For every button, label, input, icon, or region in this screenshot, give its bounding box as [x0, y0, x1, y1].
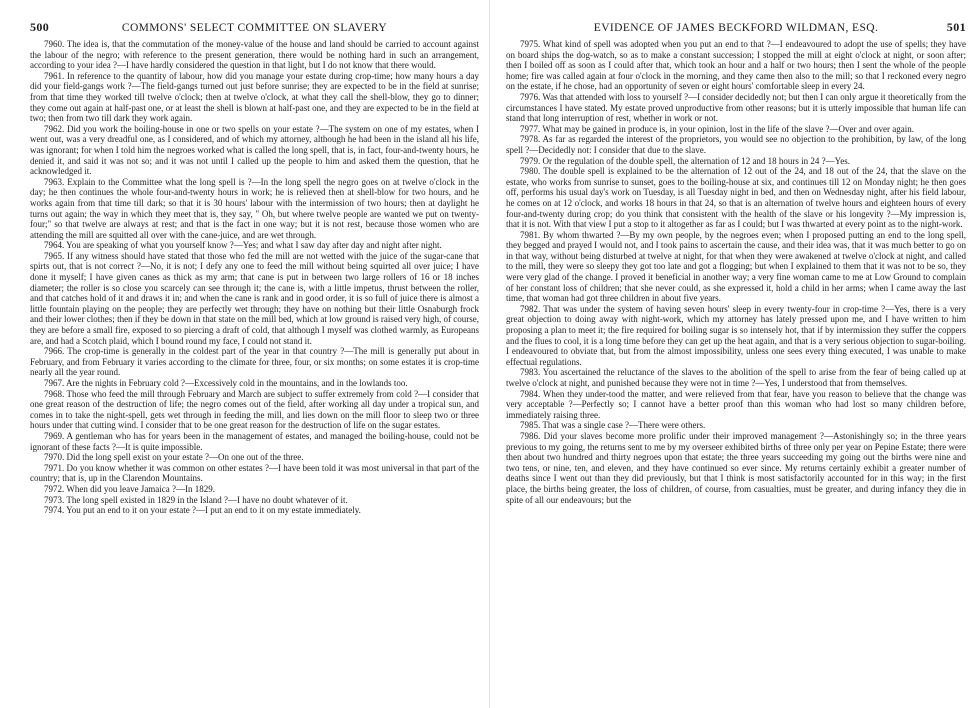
- testimony-entry: 7968. Those who feed the mill through February and March are subject to suffer extremely from cold ?—I consider that one great reason of the destruction of life; the negro comes out of the field, after working all day under a tropical sun, and comes in to take the night-spell, gets wet through in feeding the mill, and lies down on the mill floor to sleep two or three hours under that cutting wind. I consider that to be one great reason for the destruction of life on the sugar estates.: [30, 388, 479, 431]
- testimony-entry: 7985. That was a single case ?—There were others.: [520, 420, 706, 431]
- left-page-entries: [30, 39, 479, 516]
- testimony-entry: 7977. What may be gained in produce is, in your opinion, lost in the life of the slave ?—Over and over again.: [520, 123, 914, 134]
- left-page-header: [30, 20, 479, 35]
- testimony-entry: 7964. You are speaking of what you yourself know ?—Yes; and what I saw day after day and night after night.: [44, 240, 442, 251]
- testimony-entry: 7969. A gentleman who has for years been in the management of estates, and managed the boiling-house, could not be ignorant of these facts ?—It is quite impossible.: [30, 430, 479, 452]
- testimony-entry: 7965. If any witness should have stated that those who fed the mill are not wetted with the juice of the sugar-cane that spirts out, that is not correct ?—No, it is not; I defy any one to feed the mill without being squirted all over juice; I have done it myself; I have given canes as thick as my arm; that cane is put in between two large rollers of 16 or 18 inches diameter; the roller is so close you scarcely can see through it; the cane is, with a little impetus, thrust between the roller, and that catches hold of it and draws it in; and when the cane is rank and in good order, it is so full of juice there is almost a little fountain playing on the people; they are perfectly wet through; they have on nothing but their little Osnaburgh frock and their lower clothes; then if they be down in that state on the mill bed, which at low ground is raised very high, of course, they are before a small fire, exposed to so piercing a draft of cold, that although I myself was clothed warmly, as Europeans are, and had a Scotch plaid, which I bound round my face, I could not stand it.: [30, 250, 479, 346]
- testimony-entry: 7966. The crop-time is generally in the coldest part of the year in that country ?—The mill is generally put about in February, and from February it varies according to the climate for three, four, or six months; on some estates it is crop-time nearly all the year round.: [30, 346, 479, 378]
- right-page: [490, 0, 980, 708]
- right-page-entries: [506, 39, 966, 505]
- testimony-entry: 7975. What kind of spell was adopted when you put an end to that ?—I endeavoured to adopt the use of spells; they have on board ships the dog-watch, so as to make a constant succession; I stopped the mill at eight o'clock at night, or soon after; then I boiled off as soon as I could after that, which took an hour and a half or two hours; then I sent the whole of the people home; fire was called again at four o'clock in the morning, and they came then also to the mill; so that I reckoned every negro on the estate, if he chose, had an opportunity of seven or eight hours' comfortable sleep in every 24.: [506, 39, 966, 92]
- testimony-entry: 7960. The idea is, that the commutation of the money-value of the house and land should be carried to account against the labour of the negro; with reference to the present generation, there would be nothing hard in such an arrangement, according to your idea ?—I have hardly considered the question in that light, but I do not know that there would.: [30, 39, 479, 71]
- testimony-entry: 7973. The long spell existed in 1829 in the Island ?—I have no doubt whatever of it.: [44, 494, 348, 505]
- testimony-entry: 7961. In reference to the quantity of labour, how did you manage your estate during crop-time; how many hours a day did your field-gangs work ?—The field-gangs turned out just before sunrise; they are expected to be in the field at sunrise; from that time they worked till twelve o'clock; then at twelve o'clock, at what they call the shell-blow, they go to dinner; they come out again at half-past one, or at least the shell is blown at half-past one, and they are expected to be in the field at two; then from two till dark they work again.: [30, 70, 479, 124]
- testimony-entry: 7981. By whom thwarted ?—By my own people, by the negroes even; when I proposed putting an end to the long spell, they begged and prayed I would not, and I took pains to ascertain the cause, and their idea was, that it was much better to go on in that way, without being disturbed at twelve at night, for that when they were awakened at twelve o'clock at night, and called to the mill, they were so sleepy they got too late and got a flogging; but when I explained to them that it was not to be so, they were very glad of the change. I proved it beneficial in another way; a very fine woman came to me at Low Ground to complain of her constant loss of children; that she never could, as she expressed it, hold a child in her arms; when I came away the last time, that woman had got three children in about five years.: [506, 229, 966, 304]
- left-running-head: COMMONS' SELECT COMMITTEE ON SLAVERY: [121, 22, 388, 34]
- testimony-entry: 7979. Or the regulation of the double spell, the alternation of 12 and 18 hours in 24 ?—Yes.: [520, 155, 851, 166]
- testimony-entry: 7972. When did you leave Jamaica ?—In 1829.: [44, 483, 216, 494]
- testimony-entry: 7986. Did your slaves become more prolific under their improved management ?—Astonishingly so; in the three years previous to my going, the returns sent to me by my overseer exhibited births of three only per year on Pepine Estate; there were then about two hundred and thirty negroes upon that estate; the three years succeeding my going out the births were nine and two tens, or nine, ten, and eleven, and they have continued so ever since. My returns certainly exhibit a greater number of deaths since I went out than they did previously, but that I think is most satisfactorily accounted for in this way; in the first place, the births being greater, the loss of children, of course, from casualties, must be greater, and during infancy they die in spite of all our endeavours; but the: [506, 430, 966, 505]
- right-page-header: [506, 20, 966, 35]
- testimony-entry: 7980. The double spell is explained to be the alternation of 12 out of the 24, and 18 out of the 24, that the slave on the estate, who works from sunrise to sunset, goes to the boiling-house at six, and continues till 12 on Monday night; he then goes off, performs his usual day's work on Tuesday, is all Tuesday night in bed, and then on Wednesday night, after his field labour, he comes on at 12 o'clock, and works 18 hours in that 24, so that is an alternation of twelve hours and eighteen hours of every four-and-twenty during crop; do you think that consistent with the health of the slave or his longevity ?—My impression is, that it is not. With that view I put a stop to it altogether as far as I could; but I was thwarted at every point as to the night-work.: [506, 166, 966, 230]
- testimony-entry: 7984. When they under-tood the matter, and were relieved from that fear, have you reason to believe that the change was very acceptable ?—Perfectly so; I cannot have a better proof than this woman who had lost so many children before, immediately raising three.: [506, 388, 966, 420]
- testimony-entry: 7967. Are the nights in February cold ?—Excessively cold in the mountains, and in the lowlands too.: [44, 378, 408, 388]
- testimony-entry: 7982. That was under the system of having seven hours' sleep in every twenty-four in crop-time ?—Yes, there is a very great objection to doing away with night-work, which my attorney has lately pressed upon me, and I have written to him proposing a plan to meet it; the fire required for boiling sugar is so intensely hot, that if by intermission they suffer the coppers and the flues to cool, it is a long time before they can get up the heat again, and that is a very serious objection to sugar-boiling. I endeavoured to obviate that, but from the almost impossibility, unless one sees every thing executed, I was unable to make effectual regulations.: [506, 303, 966, 367]
- testimony-entry: 7963. Explain to the Committee what the long spell is ?—In the long spell the negro goes on at twelve o'clock in the day; he then continues the whole four-and-twenty hours in work; he is relieved then at shell-blow for two hours, and he works again from that time till dark; so that it is 30 hours' labour with the intermission of two hours; then at daylight he turns out again; the way in which they meet that is, they say, " Oh, but where twelve people are wanted we put on twenty-four;" so that twelve are always at rest; and that is the fact in one way; but it is not rest, because those women who are attending the mill are squitted all over with the cane-juice, and are wet through.: [30, 176, 479, 240]
- testimony-entry: 7971. Do you know whether it was common on other estates ?—I have been told it was most universal in that part of the country; that is, up in the Clarendon Mountains.: [30, 462, 479, 484]
- testimony-entry: 7974. You put an end to it on your estate ?—I put an end to it on my estate immediately.: [44, 505, 361, 516]
- left-page-number: 500: [30, 20, 50, 34]
- testimony-entry: 7962. Did you work the boiling-house in one or two spells on your estate ?—The system on one of my estates, when I went out, was a very dreadful one, as I considered, and of which my attorney, although he had been in the island all his life, was ignorant; for when I told him the negroes worked what is called the long spell, that is, in fact, four-and-twenty hours, he denied it, and said it was not so; and it was not until I called up the people to him and asked them the question, that he acknowledged it.: [30, 123, 479, 177]
- testimony-entry: 7976. Was that attended with loss to yourself ?—I consider decidedly not; but then I can only argue it theoretically from the circumstances I have stated. My estate proved unproductive from other reasons; but it is utterly impossible that human life can stand that long interruption of rest, whether in work or not.: [506, 91, 966, 124]
- testimony-entry: 7978. As far as regarded the interest of the proprietors, you would see no objection to the prohibition, by law, of the long spell ?—Decidedly not: I consider that due to the slave.: [506, 134, 966, 155]
- testimony-entry: 7983. You ascertained the reluctance of the slaves to the abolition of the spell to arise from the fear of being called up at twelve o'clock at night, and punished because they were not in time ?—Yes, I understood that from themselves.: [506, 367, 966, 388]
- right-running-head: EVIDENCE OF JAMES BECKFORD WILDMAN, ESQ.: [593, 22, 879, 34]
- right-page-number: 501: [946, 20, 966, 34]
- testimony-entry: 7970. Did the long spell exist on your estate ?—On one out of the three.: [44, 452, 304, 463]
